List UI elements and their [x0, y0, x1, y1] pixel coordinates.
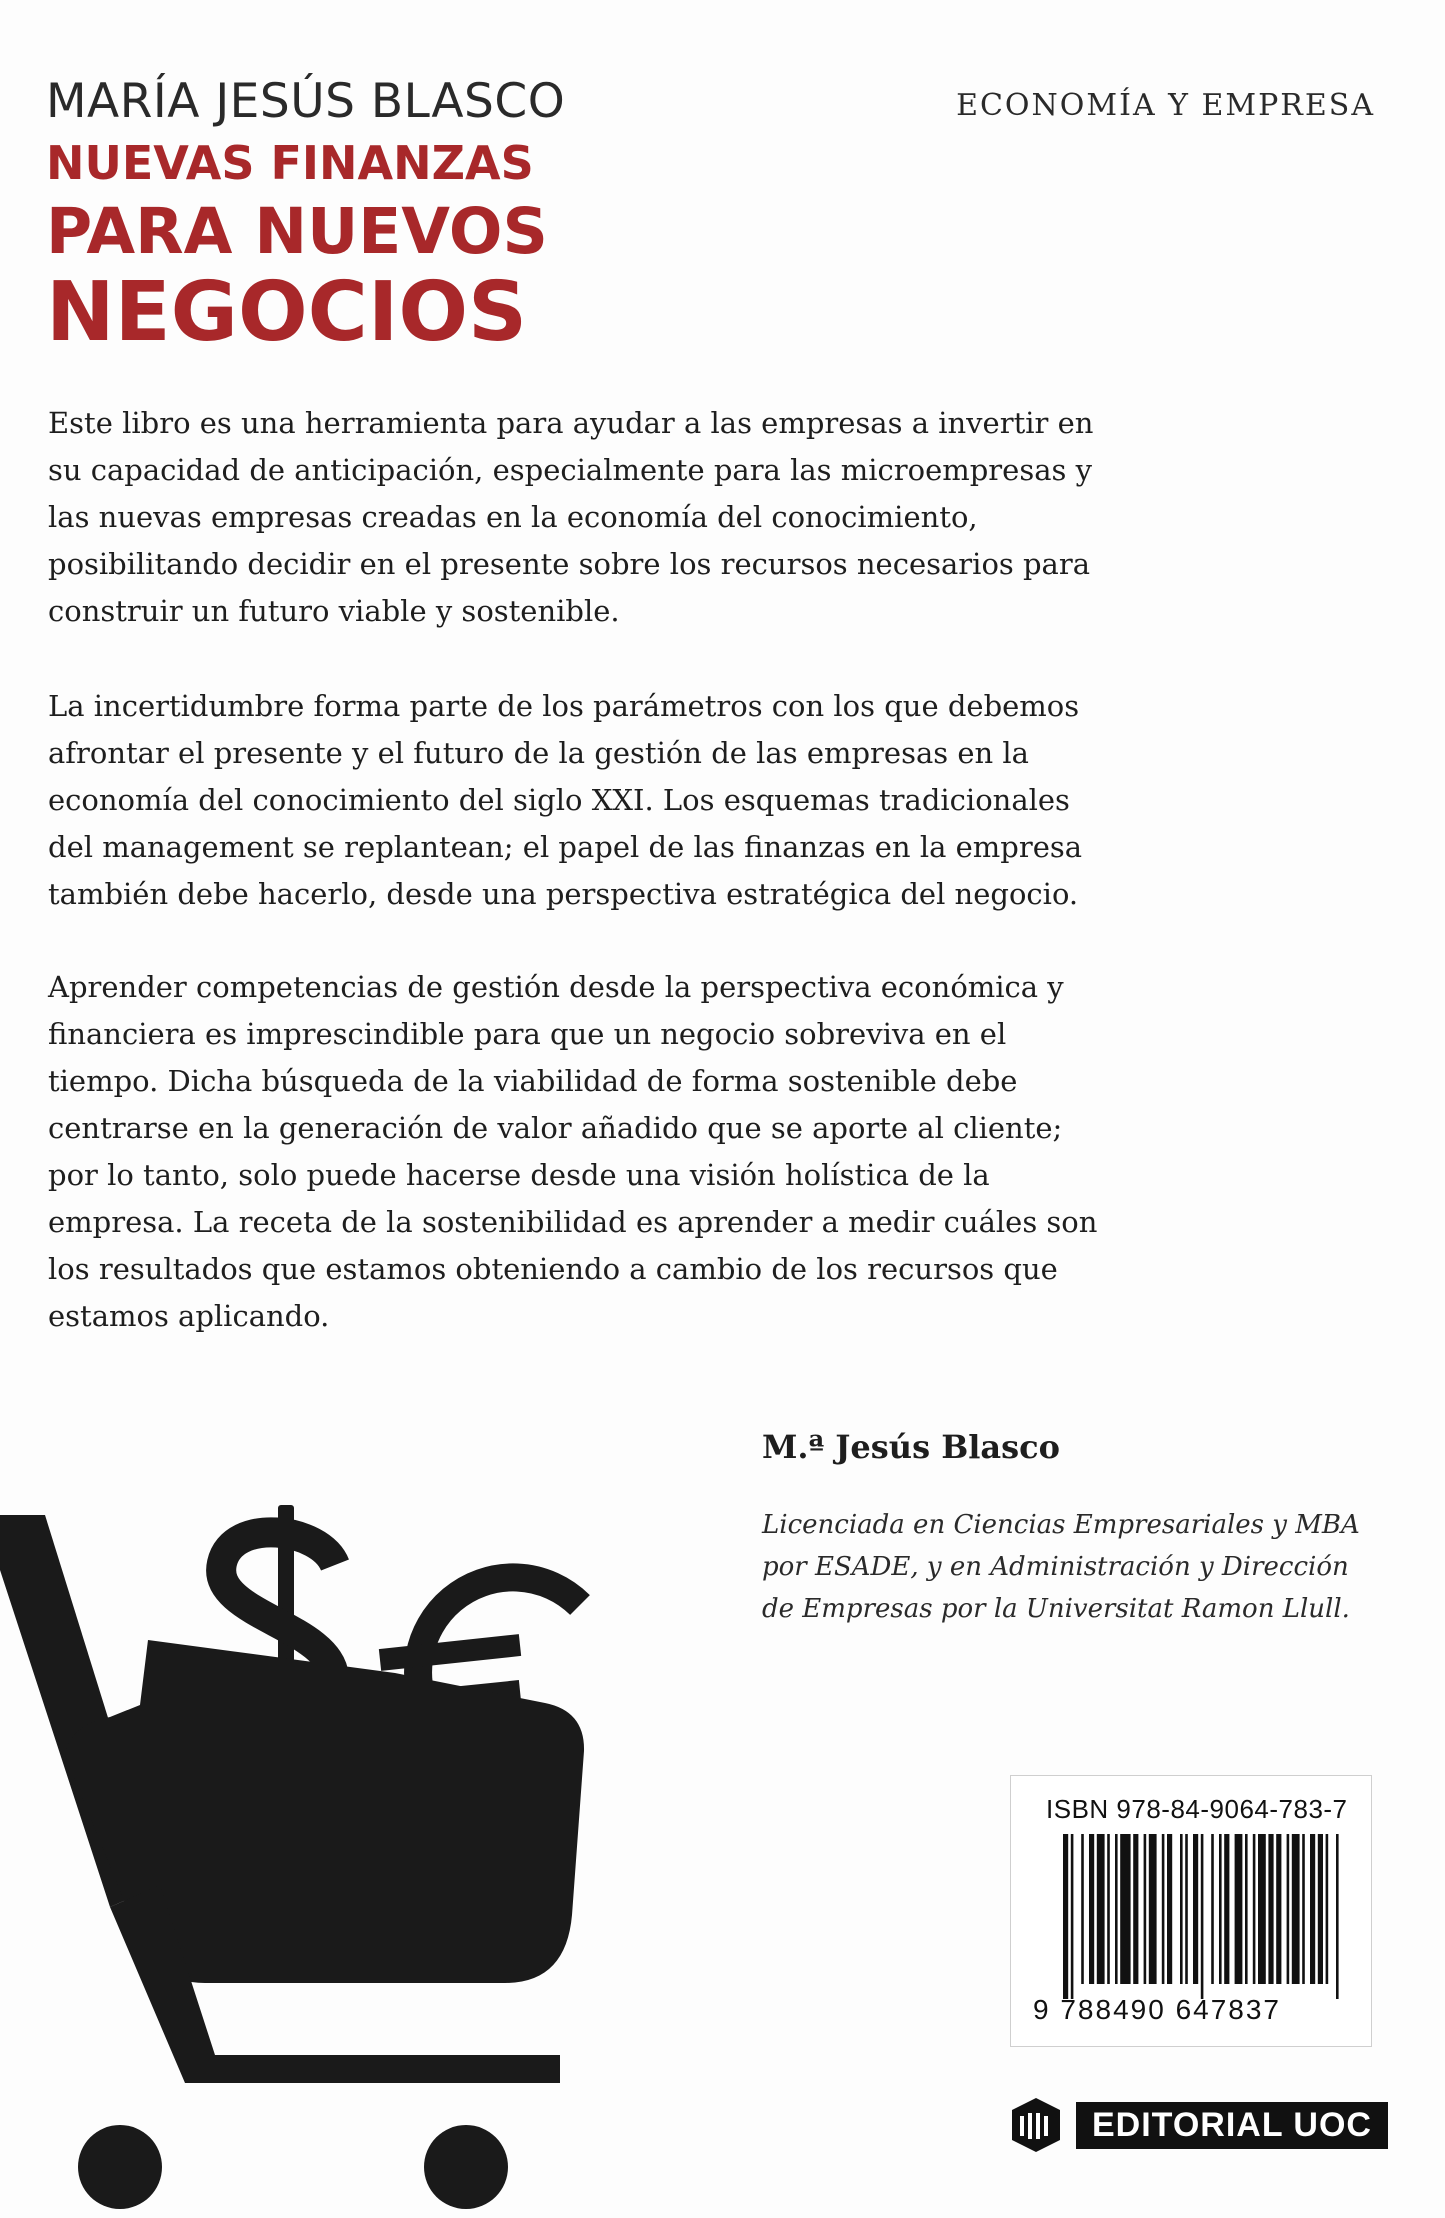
publisher-name: EDITORIAL UOC [1076, 2102, 1388, 2149]
author-bio-name: M.ª Jesús Blasco [762, 1428, 1060, 1466]
barcode-bar [1063, 1834, 1068, 1999]
barcode-bar [1097, 1834, 1105, 1984]
barcode-bar [1115, 1834, 1118, 1984]
barcode-bar [1193, 1834, 1198, 1984]
cover-author: MARÍA JESÚS BLASCO [46, 74, 566, 129]
barcode-bar [1245, 1834, 1248, 1984]
barcode-bar [1120, 1834, 1130, 1984]
barcode-bar [1144, 1834, 1147, 1984]
barcode-bar [1268, 1834, 1273, 1984]
barcode-bar [1276, 1834, 1281, 1984]
barcode-bar [1107, 1834, 1110, 1984]
blurb-paragraph-1: Este libro es una herramienta para ayudar a las empresas a invertir en su capacidad de anticipación, especialmente para las microempresas y las nuevas empresas creadas en la economía del conocimiento, posibilitando decidir en el presente sobre los recursos necesarios para construir un futuro viable y sostenible. [48, 406, 1094, 628]
barcode-bar [1253, 1834, 1256, 1984]
barcode-digits: 9 788490 647837 [1033, 1994, 1281, 2025]
barcode-bar [1167, 1834, 1172, 1984]
barcode-bar [1219, 1834, 1222, 1984]
barcode-bar [1302, 1834, 1305, 1984]
isbn-box [1010, 1775, 1372, 2047]
author-bio-text: Licenciada en Ciencias Empresariales y MBA por ESADE, y en Administración y Dirección de Empresas por la Universitat Ramon Llull. [762, 1510, 1360, 1624]
barcode-bar [1310, 1834, 1315, 1984]
barcode-bar [1318, 1834, 1323, 1984]
collection-name: ECONOMÍA Y EMPRESA [956, 88, 1375, 123]
barcode-bar [1224, 1834, 1229, 1984]
barcode-bar [1081, 1834, 1084, 1984]
barcode-bar [1149, 1834, 1157, 1984]
barcode-bar [1326, 1834, 1329, 1984]
shopping-cart-with-currency-icon [0, 1455, 640, 2218]
barcode-bar [1201, 1834, 1204, 1999]
cart-wheel-left [78, 2125, 162, 2209]
barcode-bar [1258, 1834, 1266, 1984]
barcode-bar [1162, 1834, 1165, 1984]
barcode-bar [1336, 1834, 1339, 1999]
barcode-bar [1287, 1834, 1290, 1984]
barcode-bar [1089, 1834, 1094, 1984]
book-title-line-3: NEGOCIOS [46, 265, 528, 360]
publisher-block [1008, 2096, 1388, 2154]
barcode [1061, 1834, 1351, 1999]
barcode-bar [1185, 1834, 1188, 1984]
barcode-bar [1211, 1834, 1214, 1984]
barcode-bar [1180, 1834, 1183, 1984]
book-title-line-2: PARA NUEVOS [46, 195, 548, 268]
barcode-bar [1235, 1834, 1243, 1984]
book-title-line-1: NUEVAS FINANZAS [46, 136, 534, 190]
blurb-paragraph-3: Aprender competencias de gestión desde la perspectiva económica y financiera es imprescindible para que un negocio sobreviva en el tiempo. Dicha búsqueda de la viabilidad de forma sostenible debe centrarse en la generación de valor añadido que se aporte al cliente; por lo tanto, solo puede hacerse desde una visión holística de la empresa. La receta de la sostenibilidad es aprender a medir cuáles son los resultados que estamos obteniendo a cambio de los recursos que estamos aplicando. [48, 970, 1098, 1333]
uoc-logo-icon [1008, 2096, 1064, 2154]
blurb-paragraph-2: La incertidumbre forma parte de los parámetros con los que debemos afrontar el presente y el futuro de la gestión de las empresas en la economía del conocimiento del siglo XXI. Los esquemas tradicionales del management se replantean; el papel de las finanzas en la empresa también debe hacerlo, desde una perspectiva estratégica del negocio. [48, 689, 1083, 911]
isbn-label: ISBN 978-84-9064-783-7 [1046, 1794, 1348, 1824]
barcode-bar [1292, 1834, 1300, 1984]
cart-wheel-right [424, 2125, 508, 2209]
barcode-bar [1133, 1834, 1138, 1984]
barcode-bar [1071, 1834, 1074, 1999]
